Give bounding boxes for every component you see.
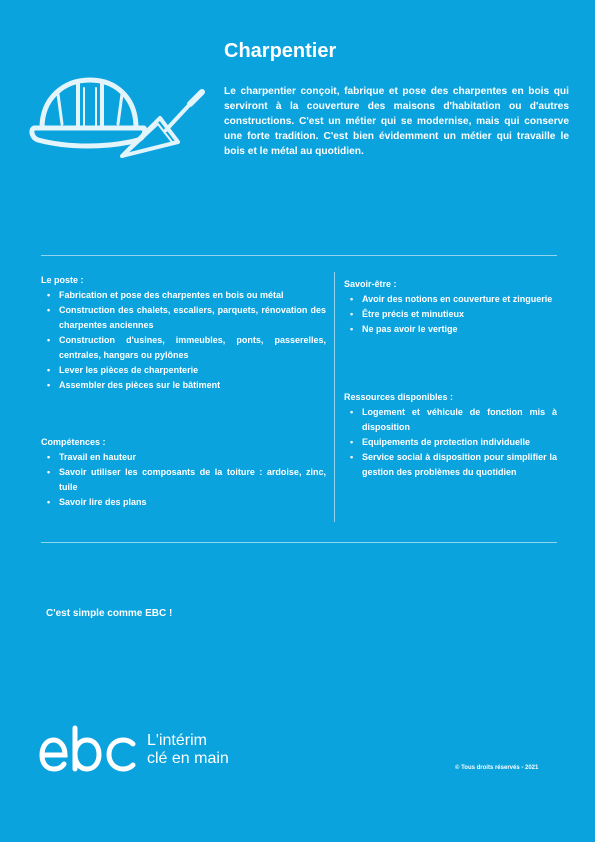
poste-heading: Le poste : xyxy=(41,275,84,285)
logo-letter-e xyxy=(42,740,65,769)
logo-letter-b xyxy=(75,728,99,769)
logo-letter-c xyxy=(109,740,133,769)
slogan: C'est simple comme EBC ! xyxy=(46,608,173,619)
list-item: • Service social à disposition pour simplifier la gestion des problèmes du quotidien xyxy=(362,450,557,480)
tagline-line-1: L'intérim xyxy=(147,732,207,749)
tagline-line-2: clé en main xyxy=(147,750,229,767)
poste-list xyxy=(41,288,326,393)
ebc-logo xyxy=(38,724,140,776)
competences-heading: Compétences : xyxy=(41,437,106,447)
list-item: • Être précis et minutieux xyxy=(362,307,557,322)
column-divider xyxy=(334,272,335,522)
savoir-etre-heading: Savoir-être : xyxy=(344,279,397,289)
bottom-divider xyxy=(41,542,557,543)
list-item: • Construction d'usines, immeubles, ponts, passerelles, centrales, hangars ou pylônes xyxy=(59,333,326,363)
list-item: • Ne pas avoir le vertige xyxy=(362,322,557,337)
list-item: • Savoir lire des plans xyxy=(59,495,326,510)
ressources-list xyxy=(344,405,557,480)
list-item: • Lever les pièces de charpenterie xyxy=(59,363,326,378)
list-item: • Assembler des pièces sur le bâtiment xyxy=(59,378,326,393)
list-item: • Construction des chalets, escaliers, parquets, rénovation des charpentes anciennes xyxy=(59,303,326,333)
list-item: • Avoir des notions en couverture et zinguerie xyxy=(362,292,557,307)
list-item: • Logement et véhicule de fonction mis à disposition xyxy=(362,405,557,435)
savoir-etre-section xyxy=(344,277,557,337)
list-item: • Travail en hauteur xyxy=(59,450,326,465)
tagline xyxy=(147,732,229,768)
page-title: Charpentier xyxy=(224,40,337,62)
competences-section xyxy=(41,435,326,510)
hard-hat-icon xyxy=(32,80,145,146)
illustration xyxy=(28,68,208,172)
top-divider xyxy=(41,255,557,256)
ressources-section xyxy=(344,390,557,480)
poste-section xyxy=(41,273,326,393)
savoir-etre-list xyxy=(344,292,557,337)
list-item: • Fabrication et pose des charpentes en bois ou métal xyxy=(59,288,326,303)
list-item: • Equipements de protection individuelle xyxy=(362,435,557,450)
competences-list xyxy=(41,450,326,510)
ressources-heading: Ressources disponibles : xyxy=(344,392,454,402)
intro-paragraph: Le charpentier conçoit, fabrique et pose des charpentes en bois qui serviront à la couverture des maisons d'habitation ou d'autres constructions. C'est un métier qui se modernise, mais qui conserve une forte tradition. C'est bien évidemment un métier qui travaille le bois et le métal au quotidien. xyxy=(224,86,569,157)
copyright: © Tous droits réservés - 2021 xyxy=(455,765,539,771)
list-item: • Savoir utiliser les composants de la toiture : ardoise, zinc, tuile xyxy=(59,465,326,495)
